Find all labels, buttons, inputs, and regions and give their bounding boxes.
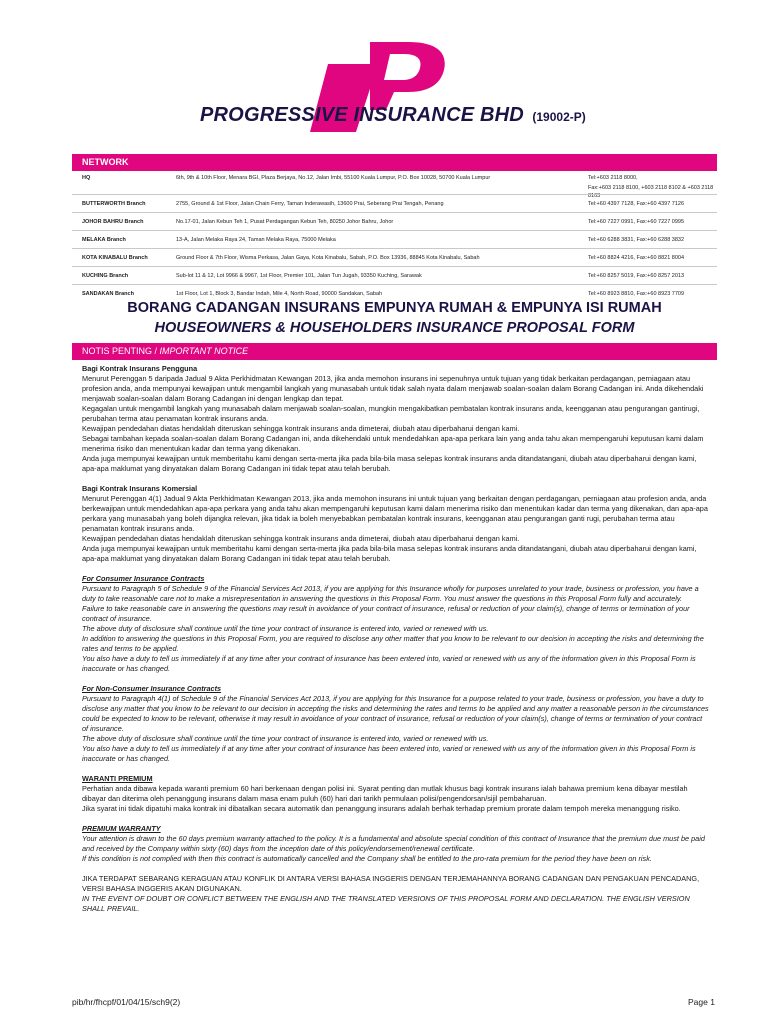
- company-name: PROGRESSIVE INSURANCE BHD: [200, 104, 524, 126]
- premium-warranty-paragraph-malay: Jika syarat ini tidak dipatuhi maka kontrak ini dibatalkan secara automatik dan penanggung insurans adalah berhak terhadap premium prorate dalam tempoh mereka menanggung risiko.: [82, 804, 681, 813]
- branch-contact: Tel:+60 8824 4216, Fax:+60 8821 8004: [588, 255, 685, 261]
- row-divider: [72, 284, 717, 285]
- spacer: [82, 474, 710, 484]
- consumer-paragraph-malay: Anda juga mempunyai kewajipan untuk memberitahu kami dengan serta-merta jika pada bila-bila masa selepas kontrak insurans anda ditandatangani, diubah atau diperbaharui dengan kami, apa-apa maklumat yang dinyatakan dalam Borang Cadangan ini tidak tepat atau telah berubah.: [82, 454, 697, 473]
- branch-name: JOHOR BAHRU Branch: [82, 219, 144, 225]
- branch-name: KOTA KINABALU Branch: [82, 255, 148, 261]
- branch-address: Ground Floor & 7th Floor, Wisma Perkasa, Jalan Gaya, Kota Kinabalu, Sabah, P.O. Box 13936, 88845 Kota Kinabalu, Sabah: [176, 255, 480, 261]
- branch-name: MELAKA Branch: [82, 237, 126, 243]
- company-registration: (19002-P): [532, 110, 586, 124]
- branch-address: 13-A, Jalan Melaka Raya 24, Taman Melaka Raya, 75000 Melaka: [176, 237, 336, 243]
- non-consumer-contract-heading-english: For Non-Consumer Insurance Contracts: [82, 684, 222, 693]
- premium-warranty-paragraph-malay: Perhatian anda dibawa kepada waranti premium 60 hari berkenaan dengan polisi ini. Syarat penting dan mutlak khusus bagi kontrak insurans ialah bahawa premium kena dibayar mestilah dibayar dan diterima oleh penanggung insurans dalam masa enam puluh (60) hari dari tarikh permulaan polisi/pengendorsan/sijil pembaharuan.: [82, 784, 688, 803]
- consumer-contract-heading-malay: Bagi Kontrak Insurans Pengguna: [82, 364, 198, 373]
- non-consumer-paragraph-english: Pursuant to Paragraph 4(1) of Schedule 9 of the Financial Services Act 2013, if you are applying for this Insurance for a purpose related to your trade, business or profession, you have a duty to disclose any matter that you know to be relevant to our decision in accepting the risks and determining the rates and terms to be applied and any matter a reasonable person in the circumstances could be expected to know to be relevant, otherwise it may result in avoidance of your contract of insurance, refusal or reduction of your claim(s), change of terms or termination of your contract of insurance.: [82, 694, 709, 733]
- row-divider: [72, 230, 717, 231]
- spacer: [82, 864, 710, 874]
- consumer-paragraph-malay: Kegagalan untuk mengambil langkah yang munasabah dalam menjawab soalan-soalan, mungkin mengakibatkan pembatalan kontrak insurans anda, keengganan atau pengurangan gantirugi, perubahan terma atau penamatan kontrak insurans anda.: [82, 404, 700, 423]
- non-consumer-paragraph-english: The above duty of disclosure shall continue until the time your contract of insurance is entered into, varied or renewed with us.: [82, 734, 489, 743]
- branch-contact: Tel:+60 7227 0991, Fax:+60 7227 0995: [588, 219, 685, 225]
- consumer-paragraph-english: In addition to answering the questions in this Proposal Form, you are required to disclose any other matter that you know to be relevant to our decision in accepting the risks and determining the rates and terms to be applied.: [82, 634, 704, 653]
- premium-warranty-heading-malay: WARANTI PREMIUM: [82, 774, 153, 783]
- consumer-paragraph-english: Failure to take reasonable care in answering the questions may result in avoidance of your contract of insurance, refusal or reduction of your claim(s), change of terms or termination of your contract of insurance.: [82, 604, 690, 623]
- row-divider: [72, 266, 717, 267]
- row-divider: [72, 248, 717, 249]
- non-consumer-paragraph-english: You also have a duty to tell us immediately if at any time after your contract of insurance has been entered into, varied or renewed with us any of the information given in this Proposal Form is inaccurate or has changed.: [82, 744, 696, 763]
- branch-address: 6th, 9th & 10th Floor, Menara BGI, Plaza Berjaya, No.12, Jalan Imbi, 55100 Kuala Lumpur, P.O. Box 10028, 50700 Kuala Lumpur: [176, 175, 491, 181]
- consumer-paragraph-malay: Menurut Perenggan 5 daripada Jadual 9 Akta Perkhidmatan Kewangan 2013, jika anda memohon insurans ini sepenuhnya untuk tujuan yang tidak berkaitan perdagangan, perniagaan atau profesion anda, anda mempunyai kewajipan untuk mengambil langkah yang munasabah untuk tidak salah nyata dalam menjawab soalan-soalan dalam Borang Cadangan ini. Anda dikehendaki menjawab soalan-soalan dalam Borang Cadangan ini dengan lengkap dan tepat.: [82, 374, 704, 403]
- premium-warranty-paragraph-english: If this condition is not complied with then this contract is automatically cancelled and the Company shall be entitled to the pro-rata premium for the period they have been on risk.: [82, 854, 652, 863]
- branch-contact-fax: Fax:+603 2118 8100, +603 2118 8102 & +603 2118 8103: [588, 185, 714, 199]
- spacer: [82, 814, 710, 824]
- premium-warranty-heading-english: PREMIUM WARRANTY: [82, 824, 161, 833]
- consumer-paragraph-malay: Sebagai tambahan kepada soalan-soalan dalam Borang Cadangan ini, anda dikehendaki untuk mendedahkan apa-apa perkara lain yang anda tahu akan mempengaruhi keputusan kami dalam menerima risiko dan menentukan kadar dan terma yang dikenakan.: [82, 434, 704, 453]
- branch-address: Sub-lot 11 & 12, Lot 9966 & 9967, 1st Floor, Premier 101, Jalan Tun Jugah, 93350 Kuching, Sarawak: [176, 273, 422, 279]
- row-divider: [72, 212, 717, 213]
- conflict-clause-english: IN THE EVENT OF DOUBT OR CONFLICT BETWEEN THE ENGLISH AND THE TRANSLATED VERSIONS OF THIS PROPOSAL FORM AND DECLARATION. THE ENGLISH VERSION SHALL PREVAIL.: [82, 894, 690, 913]
- commercial-paragraph-malay: Anda juga mempunyai kewajipan untuk memberitahu kami dengan serta-merta jika pada bila-bila masa selepas kontrak insurans anda ditandatangani, diubah atau diperbaharui dengan kami, apa-apa maklumat yang dinyatakan dalam Borang Cadangan ini tidak tepat atau telah berubah.: [82, 544, 697, 563]
- spacer: [82, 564, 710, 574]
- premium-warranty-paragraph-english: Your attention is drawn to the 60 days premium warranty attached to the policy. It is a fundamental and absolute special condition of this contract of Insurance that the premium due must be paid and received by the Company within sixty (60) days from the inception date of this policy/endorsement/renewal certificate.: [82, 834, 705, 853]
- network-header: NETWORK: [72, 154, 717, 171]
- branch-name: HQ: [82, 175, 91, 181]
- consumer-contract-heading-english: For Consumer Insurance Contracts: [82, 574, 205, 583]
- spacer: [82, 764, 710, 774]
- commercial-contract-heading-malay: Bagi Kontrak Insurans Komersial: [82, 484, 198, 493]
- commercial-paragraph-malay: Menurut Perenggan 4(1) Jadual 9 Akta Perkhidmatan Kewangan 2013, jika anda memohon insurans ini untuk tujuan yang berkaitan dengan perdagangan, perniagaan atau profesion anda, anda berkewajipan untuk mendedahkan apa-apa perkara yang anda tahu akan mempengaruhi keputusan kami dalam menerima risiko dan menentukan kadar dan terma yang dikenakan, dan apa-apa perkara yang munasabah yang boleh dijangka relevan, jika tidak ia boleh menyebabkan pembatalan kontrak insurans, keengganan atau pengurangan ganti rugi, perubahan terma atau penamatan kontrak insurans anda.: [82, 494, 708, 533]
- branch-contact: Tel:+60 6288 3831, Fax:+60 6288 3832: [588, 237, 685, 243]
- notice-title-english: IMPORTANT NOTICE: [159, 346, 249, 356]
- consumer-paragraph-english: You also have a duty to tell us immediately if at any time after your contract of insurance has been entered into, varied or renewed with us any of the information given in this Proposal Form is inaccurate or has changed.: [82, 654, 696, 673]
- row-divider: [72, 194, 717, 195]
- branch-name: KUCHING Branch: [82, 273, 129, 279]
- branch-contact: Tel:+603 2118 8000,: [588, 175, 638, 181]
- branch-contact: Tel:+60 4397 7128, Fax:+60 4397 7126: [588, 201, 685, 207]
- spacer: [82, 674, 710, 684]
- branch-contact: Tel:+60 8257 5019, Fax:+60 8257 2013: [588, 273, 685, 279]
- branch-name: SANDAKAN Branch: [82, 291, 134, 297]
- branch-address: No.17-01, Jalan Kebun Teh 1, Pusat Perdagangan Kebun Teh, 80250 Johor Bahru, Johor: [176, 219, 394, 225]
- consumer-paragraph-malay: Kewajipan pendedahan diatas hendaklah diteruskan sehingga kontrak insurans anda dimeterai, diubah atau diperbaharui dengan kami.: [82, 424, 520, 433]
- notice-title-malay: NOTIS PENTING /: [82, 346, 160, 356]
- branch-address: 2755, Ground & 1st Floor, Jalan Chain Ferry, Taman Inderawasih, 13600 Prai, Seberang Prai Tengah, Penang: [176, 201, 444, 207]
- branch-address: 1st Floor, Lot 1, Block 3, Bandar Indah, Mile 4, North Road, 90000 Sandakan, Sabah: [176, 291, 383, 297]
- commercial-paragraph-malay: Kewajipan pendedahan diatas hendaklah diteruskan sehingga kontrak insurans anda dimeterai, diubah atau diperbaharui dengan kami.: [82, 534, 520, 543]
- form-title-malay: BORANG CADANGAN INSURANS EMPUNYA RUMAH & EMPUNYA ISI RUMAH: [127, 300, 662, 316]
- important-notice-header: [72, 343, 717, 360]
- consumer-paragraph-english: The above duty of disclosure shall continue until the time your contract of insurance is entered into, varied or renewed with us.: [82, 624, 489, 633]
- form-code: pib/hr/fhcpf/01/04/15/sch9(2): [72, 997, 181, 1007]
- consumer-paragraph-english: Pursuant to Paragraph 5 of Schedule 9 of the Financial Services Act 2013, if you are applying for this Insurance wholly for purposes unrelated to your trade, business or profession, you have a duty to take reasonable care not to make a misrepresentation in answering the questions in this Proposal Form. You must answer the questions in this Proposal Form fully and accurately.: [82, 584, 699, 603]
- branch-contact: Tel:+60 8923 8810, Fax:+60 8923 7709: [588, 291, 685, 297]
- notice-body: [82, 364, 710, 914]
- page-number: Page 1: [688, 997, 715, 1007]
- form-title-english: HOUSEOWNERS & HOUSEHOLDERS INSURANCE PROPOSAL FORM: [154, 320, 635, 336]
- company-name-line: [200, 104, 586, 130]
- conflict-clause-malay: JIKA TERDAPAT SEBARANG KERAGUAN ATAU KONFLIK DI ANTARA VERSI BAHASA INGGERIS DENGAN TERJEMAHANNYA BORANG CADANGAN DAN PENGAKUAN PENCADANG, VERSI BAHASA INGGERIS AKAN DIGUNAKAN.: [82, 874, 700, 893]
- branch-name: BUTTERWORTH Branch: [82, 201, 146, 207]
